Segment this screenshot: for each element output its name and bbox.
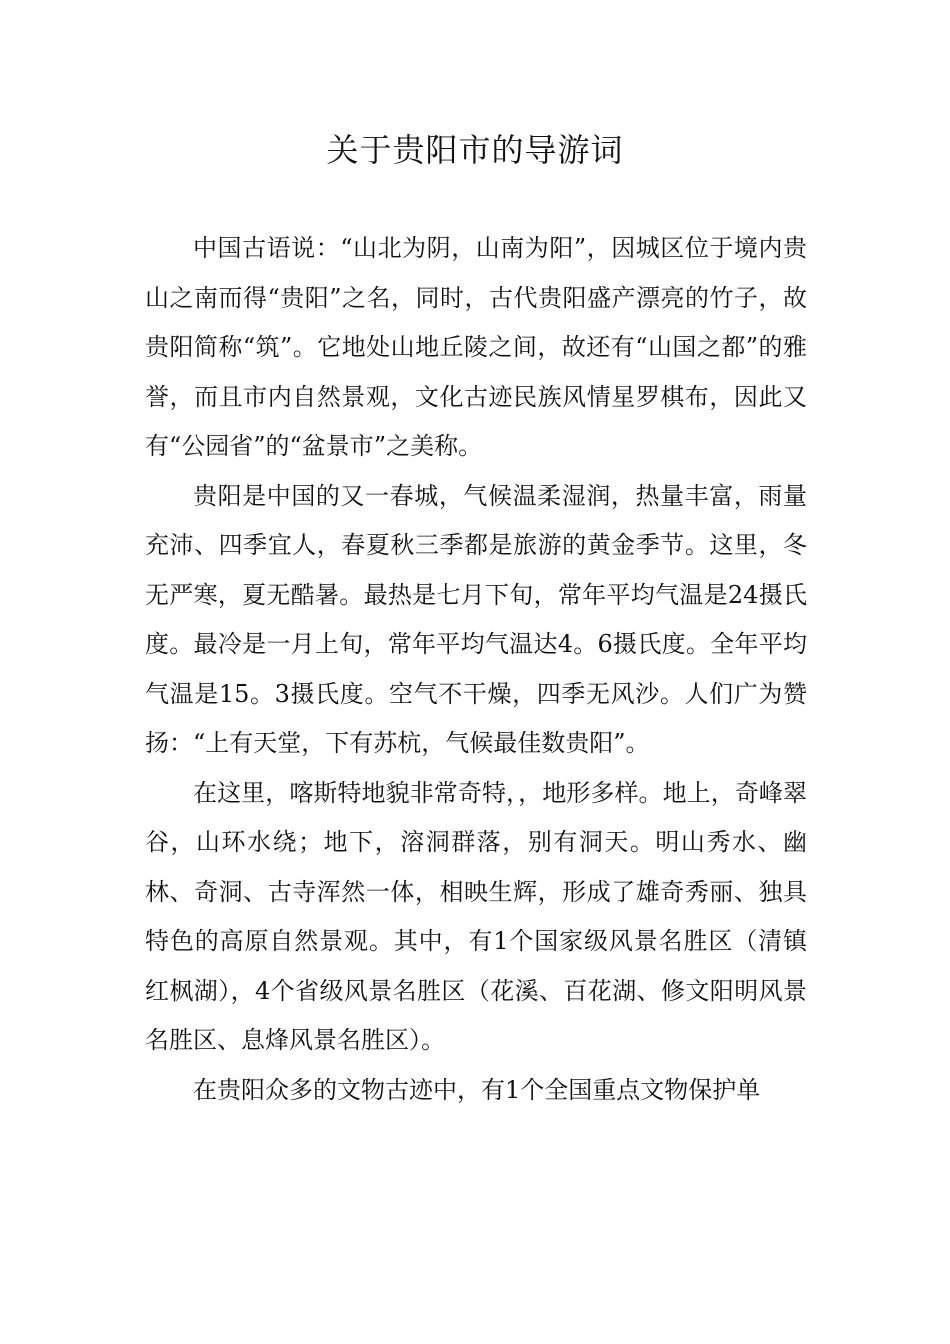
document-body (145, 224, 807, 1115)
paragraph: 在这里，喀斯特地貌非常奇特，，地形多样。地上，奇峰翠谷，山环水绕；地下，溶洞群落，别有洞天。明山秀水、幽林、奇洞、古寺浑然一体，相映生辉，形成了雄奇秀丽、独具特色的高原自然景观。其中，有1个国家级风景名胜区（清镇红枫湖），4个省级风景名胜区（花溪、百花湖、修文阳明风景名胜区、息烽风景名胜区）。 (145, 778, 807, 1054)
paragraph: 中国古语说：“山北为阴，山南为阳”，因城区位于境内贵山之南而得“贵阳”之名，同时，古代贵阳盛产漂亮的竹子，故贵阳简称“筑”。它地处山地丘陵之间，故还有“山国之都”的雅誉，而且市内自然景观，文化古迹民族风情星罗棋布，因此又有“公园省”的“盆景市”之美称。 (145, 234, 807, 460)
paragraph: 在贵阳众多的文物古迹中，有1个全国重点文物保护单 (193, 1075, 761, 1104)
paragraph: 贵阳是中国的又一春城，气候温柔湿润，热量丰富，雨量充沛、四季宜人，春夏秋三季都是旅游的黄金季节。这里，冬无严寒，夏无酷暑。最热是七月下旬，常年平均气温是24摄氏度。最冷是一月上旬，常年平均气温达4。6摄氏度。全年平均气温是15。3摄氏度。空气不干燥，四季无风沙。人们广为赞扬：“上有天堂，下有苏杭，气候最佳数贵阳”。 (145, 481, 807, 757)
document-title: 关于贵阳市的导游词 (326, 131, 624, 169)
